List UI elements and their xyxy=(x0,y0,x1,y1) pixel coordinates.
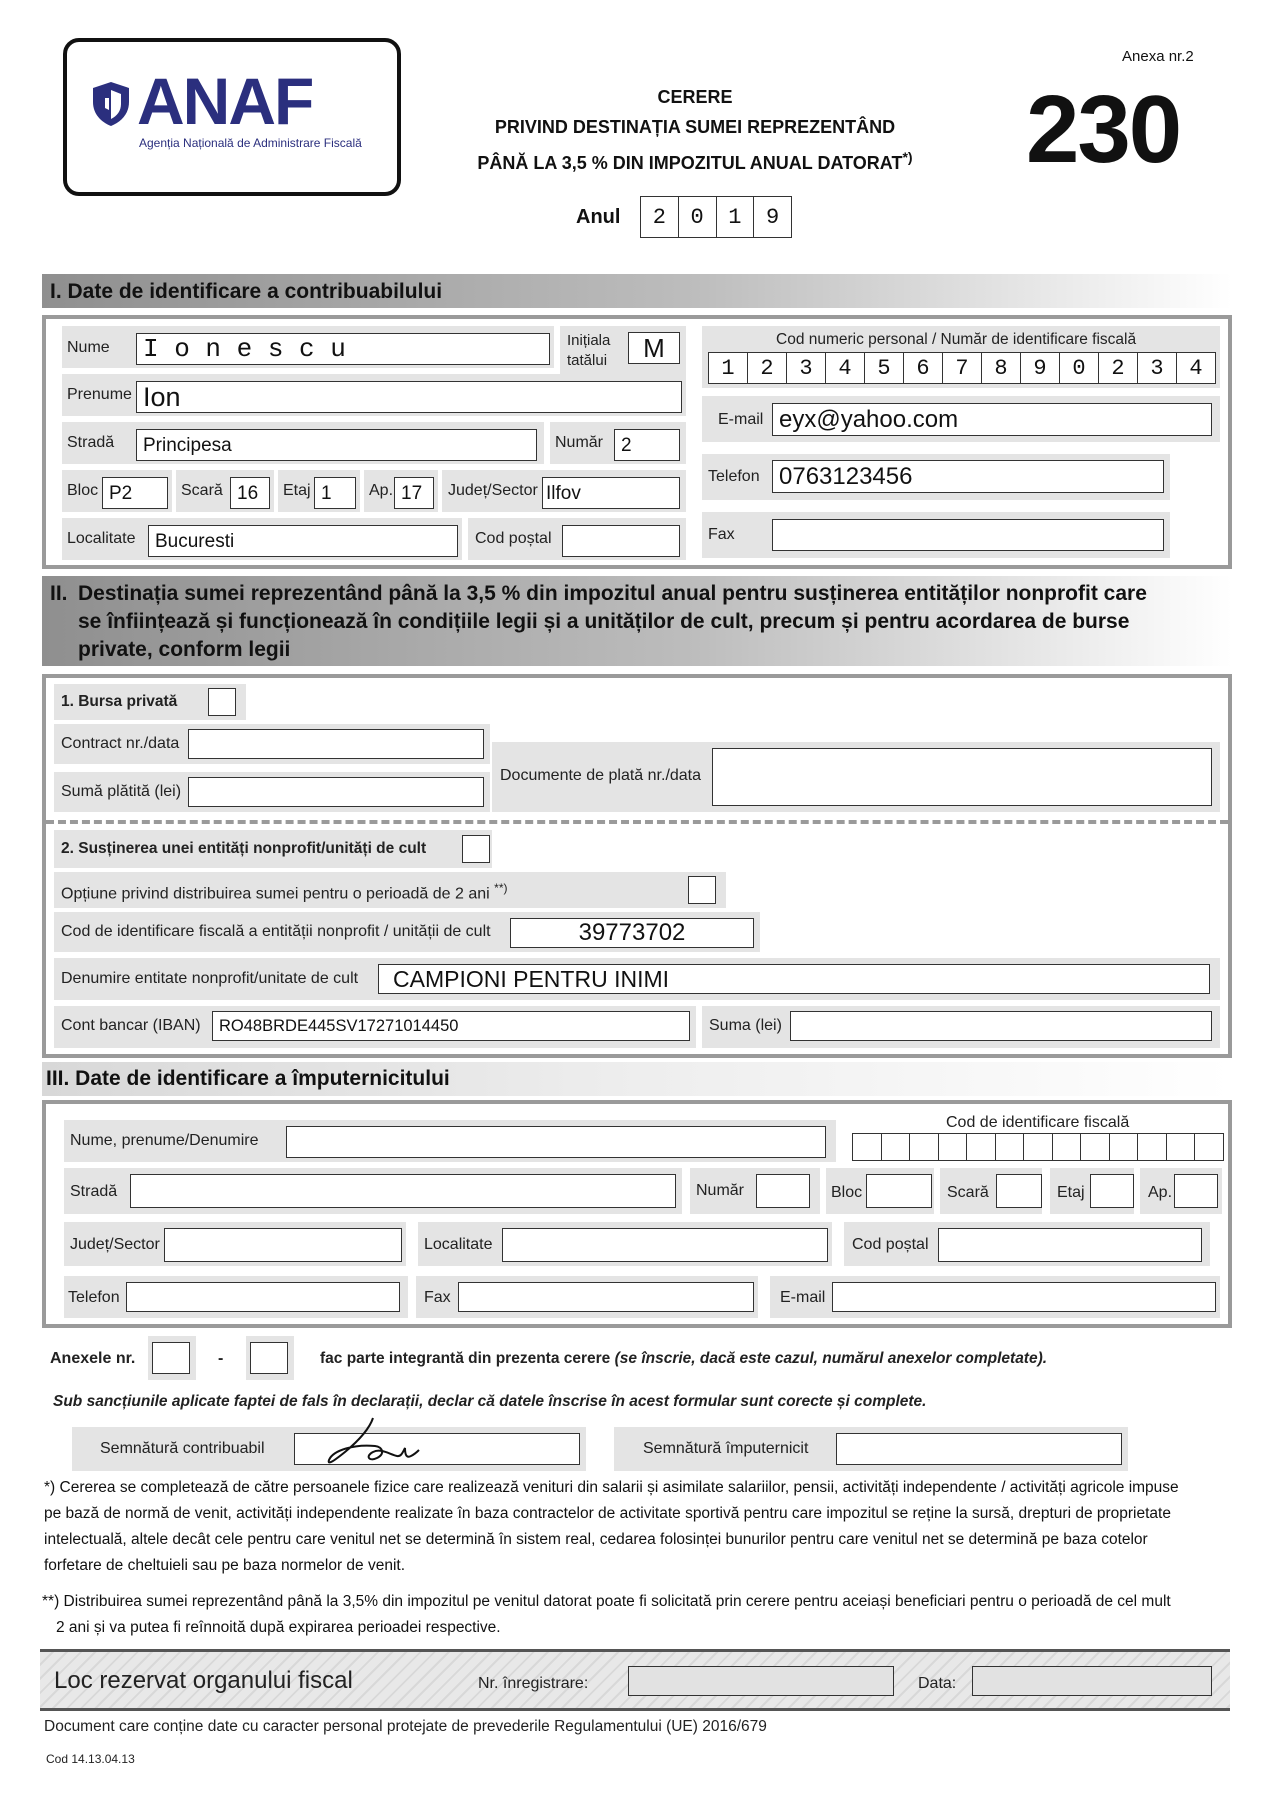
imp-cif-cell xyxy=(967,1134,996,1160)
cnp-digit: 9 xyxy=(1021,353,1060,383)
semn-contribuabil-field[interactable] xyxy=(294,1433,580,1465)
cnp-digit: 2 xyxy=(748,353,787,383)
cod-postal-label: Cod poștal xyxy=(475,530,552,547)
note-1-line-4: forfetare de cheltuieli sau pe baza normelor de venit. xyxy=(44,1557,406,1574)
imp-cod-postal-label: Cod poștal xyxy=(852,1236,929,1253)
imp-cif-cell xyxy=(1138,1134,1167,1160)
iban-label: Cont bancar (IBAN) xyxy=(61,1017,201,1034)
denumire-input[interactable] xyxy=(378,964,1210,994)
iban-input[interactable] xyxy=(212,1011,690,1041)
imp-bloc-label: Bloc xyxy=(831,1184,863,1201)
contract-label: Contract nr./data xyxy=(61,735,180,752)
imp-localitate-label: Localitate xyxy=(424,1236,493,1253)
optiune-mark: **) xyxy=(494,881,508,895)
cnp-digit: 3 xyxy=(787,353,826,383)
title-line-3-wrap xyxy=(430,142,960,178)
suma-platita-label: Sumă plătită (lei) xyxy=(61,783,182,800)
note-1 xyxy=(44,1475,1234,1579)
imp-bloc-input[interactable] xyxy=(866,1174,932,1208)
note-2-line-2: 2 ani și va putea fi reînnoită după expirarea perioadei respective. xyxy=(56,1619,501,1636)
email-input[interactable] xyxy=(772,403,1212,436)
email-value: eyx@yahoo.com xyxy=(779,405,959,433)
prenume-input[interactable] xyxy=(136,381,682,413)
bloc-input[interactable] xyxy=(102,477,168,509)
initiala-label-2: tatălui xyxy=(567,352,608,369)
imp-cif-cell xyxy=(882,1134,911,1160)
cnp-cells[interactable] xyxy=(708,352,1216,384)
note-1-line-2: pe bază de normă de venit, activități independente realizate în baza contractelor de activitate sportivă pentru care impozitul se reține la sursă, drepturi de proprietate xyxy=(44,1505,1171,1522)
section2-title xyxy=(78,580,1147,664)
imp-cif-cell xyxy=(996,1134,1025,1160)
imp-scara-input[interactable] xyxy=(996,1174,1042,1208)
imp-strada-label: Stradă xyxy=(70,1183,118,1200)
imp-telefon-label: Telefon xyxy=(68,1289,120,1306)
anexele-from-input[interactable] xyxy=(152,1342,190,1374)
cnp-digit: 4 xyxy=(1189,355,1203,381)
year-label: Anul xyxy=(576,206,621,228)
telefon-label: Telefon xyxy=(708,468,760,485)
data-field xyxy=(972,1666,1212,1696)
judet-input[interactable] xyxy=(542,477,680,509)
strada-value: Principesa xyxy=(143,434,232,456)
cnp-digit: 5 xyxy=(865,353,904,383)
judet-value: Ilfov xyxy=(546,482,581,504)
year-cells[interactable] xyxy=(640,196,792,238)
scara-input[interactable] xyxy=(230,477,270,509)
imp-nume-input[interactable] xyxy=(286,1126,826,1158)
logo-text: ANAF xyxy=(137,64,313,138)
imp-ap-label: Ap. xyxy=(1148,1184,1173,1201)
ap-label: Ap. xyxy=(369,482,394,499)
denumire-value: CAMPIONI PENTRU INIMI xyxy=(393,965,670,992)
year-digit: 1 xyxy=(717,197,755,237)
initiala-input[interactable] xyxy=(628,332,680,364)
bursa-label: 1. Bursa privată xyxy=(61,693,178,710)
year-digit: 9 xyxy=(766,204,780,230)
imp-cif-cell xyxy=(1081,1134,1110,1160)
note-2 xyxy=(42,1589,1232,1641)
nume-input[interactable] xyxy=(136,333,550,365)
anexa-label: Anexa nr.2 xyxy=(1122,48,1194,65)
imp-numar-label: Număr xyxy=(696,1182,745,1199)
suma-platita-input[interactable] xyxy=(188,777,484,807)
localitate-value: Bucuresti xyxy=(155,530,235,552)
bursa-checkbox[interactable] xyxy=(208,688,236,716)
optiune-label-wrap xyxy=(61,881,508,903)
title-mark: *) xyxy=(902,149,913,165)
imp-fax-label: Fax xyxy=(424,1289,451,1306)
section2-num: II. xyxy=(50,582,68,605)
note-1-line-1: Cererea se completează de către persoanele fizice care realizează venituri din salarii și asimilate salariilor, pensii, activități independente / activități agricole impuse xyxy=(59,1479,1179,1496)
contract-input[interactable] xyxy=(188,729,484,759)
section3-header xyxy=(42,1062,1232,1096)
imp-telefon-input[interactable] xyxy=(126,1282,400,1312)
cif-value: 39773702 xyxy=(578,919,686,946)
imp-cif-cell xyxy=(1110,1134,1139,1160)
anexele-to-input[interactable] xyxy=(250,1342,288,1374)
bloc-label: Bloc xyxy=(67,482,99,499)
prenume-value: Ion xyxy=(143,382,181,412)
localitate-label: Localitate xyxy=(67,530,136,547)
declaration: Sub sancțiunile aplicate faptei de fals în declarații, declar că datele înscrise în acest formular sunt corecte și complete. xyxy=(53,1393,927,1410)
optiune-checkbox[interactable] xyxy=(688,876,716,904)
semn-imputernicit-label: Semnătură împuternicit xyxy=(643,1440,809,1457)
year-digit: 2 xyxy=(641,197,679,237)
imp-fax-input[interactable] xyxy=(458,1282,754,1312)
note-1-line-3: intelectuală, altele decât cele pentru care venitul net se determină în sistem real, cedarea folosinței bunurilor pentru care venitul net se determină pe baza cotelor xyxy=(44,1531,1148,1548)
cnp-digit: 4 xyxy=(826,353,865,383)
form-number: 230 xyxy=(1026,76,1181,183)
documente-input[interactable] xyxy=(712,748,1212,806)
strada-label: Stradă xyxy=(67,434,115,451)
documente-label: Documente de plată nr./data xyxy=(500,767,702,784)
imp-cif-cell xyxy=(939,1134,968,1160)
telefon-value: 0763123456 xyxy=(779,462,913,490)
note-2-line-1: Distribuirea sumei reprezentând până la 3,5% din impozitul pe venitul datorat poate fi solicitată prin cerere pentru aceiași beneficiari pentru o perioadă de cel mult xyxy=(63,1593,1171,1610)
gdpr-note: Document care conține date cu caracter personal protejate de prevederile Regulamentului (UE) 2016/679 xyxy=(44,1718,767,1735)
anexele-label: Anexele nr. xyxy=(50,1350,136,1367)
semn-imputernicit-field[interactable] xyxy=(836,1433,1122,1465)
nr-inregistrare-field xyxy=(628,1666,894,1696)
title-line-1: CERERE xyxy=(657,87,733,107)
logo-box xyxy=(63,38,401,196)
cnp-digit: 7 xyxy=(943,353,982,383)
section2-dashed-divider xyxy=(46,820,1228,824)
imp-email-input[interactable] xyxy=(832,1282,1216,1312)
imp-etaj-input[interactable] xyxy=(1090,1174,1134,1208)
telefon-input[interactable] xyxy=(772,460,1164,493)
cnp-digit: 0 xyxy=(1060,353,1099,383)
scara-label: Scară xyxy=(181,482,223,499)
imp-cif-cell xyxy=(1024,1134,1053,1160)
imp-numar-input[interactable] xyxy=(756,1174,810,1208)
section2-title-2: se înființează și funcționează în condițiile legii și a unităților de cult, precum și pentru acordarea de burse xyxy=(78,610,1130,633)
imp-cif-cell xyxy=(853,1134,882,1160)
title-line-2: PRIVIND DESTINAȚIA SUMEI REPREZENTÂND xyxy=(494,117,896,137)
bloc-value: P2 xyxy=(109,482,133,504)
note-1-line-1-wrap xyxy=(44,1475,1234,1501)
cnp-label: Cod numeric personal / Număr de identificare fiscală xyxy=(776,331,1137,348)
email-label: E-mail xyxy=(718,411,764,428)
imp-etaj-label: Etaj xyxy=(1057,1184,1085,1201)
fax-label: Fax xyxy=(708,526,735,543)
cod-postal-input[interactable] xyxy=(562,525,680,557)
imp-scara-label: Scară xyxy=(947,1184,989,1201)
suma-input[interactable] xyxy=(790,1011,1212,1041)
imp-cif-cell xyxy=(1167,1134,1196,1160)
imp-cif-cell xyxy=(1053,1134,1082,1160)
section1-header xyxy=(42,274,1232,308)
ap-input[interactable] xyxy=(394,477,434,509)
scara-value: 16 xyxy=(237,482,259,504)
imp-nume-label: Nume, prenume/Denumire xyxy=(70,1132,259,1149)
imp-cif-cell xyxy=(910,1134,939,1160)
imp-localitate-input[interactable] xyxy=(502,1228,828,1262)
cnp-digit: 3 xyxy=(1138,353,1177,383)
iban-value: RO48BRDE445SV17271014450 xyxy=(219,1016,459,1035)
form-title xyxy=(430,82,960,178)
imp-ap-input[interactable] xyxy=(1174,1174,1218,1208)
localitate-input[interactable] xyxy=(148,525,458,557)
data-label: Data: xyxy=(918,1675,957,1692)
etaj-label: Etaj xyxy=(283,482,311,499)
sustinere-label: 2. Susținerea unei entități nonprofit/unități de cult xyxy=(61,840,427,857)
ap-value: 17 xyxy=(401,482,423,504)
imp-cod-postal-input[interactable] xyxy=(938,1228,1202,1262)
anexele-text-wrap xyxy=(320,1350,1047,1368)
anexele-text: fac parte integrantă din prezenta cerere xyxy=(320,1350,611,1367)
signature-mark xyxy=(325,1412,445,1472)
sustinere-checkbox[interactable] xyxy=(462,835,490,863)
section2-title-1: Destinația sumei reprezentând până la 3,5 % din impozitul anual pentru susținerea entităților nonprofit care xyxy=(78,582,1147,605)
cnp-digit: 6 xyxy=(904,353,943,383)
optiune-label: Opțiune privind distribuirea sumei pentru o perioadă de 2 ani xyxy=(61,885,490,903)
imp-cif-cells[interactable] xyxy=(852,1133,1224,1161)
section2-header xyxy=(42,576,1232,666)
initiala-label-1: Inițiala xyxy=(567,332,611,349)
initiala-value: M xyxy=(643,333,665,363)
fax-input[interactable] xyxy=(772,519,1164,551)
cnp-digit: 1 xyxy=(709,353,748,383)
title-line-3: PÂNĂ LA 3,5 % DIN IMPOZITUL ANUAL DATORAT xyxy=(477,153,903,173)
numar-input[interactable] xyxy=(614,429,680,461)
section2-title-3: private, conform legii xyxy=(78,638,291,661)
numar-value: 2 xyxy=(621,434,632,456)
imp-judet-label: Județ/Sector xyxy=(70,1236,160,1253)
cnp-digit: 8 xyxy=(982,353,1021,383)
section3-title: III. Date de identificare a împuternicitului xyxy=(46,1067,450,1090)
etaj-value: 1 xyxy=(321,482,332,504)
semn-contribuabil-label: Semnătură contribuabil xyxy=(100,1440,265,1457)
strada-input[interactable] xyxy=(136,429,537,461)
denumire-label: Denumire entitate nonprofit/unitate de cult xyxy=(61,970,359,987)
suma-label: Suma (lei) xyxy=(709,1017,782,1034)
numar-label: Număr xyxy=(555,434,604,451)
anexele-dash: - xyxy=(218,1350,224,1367)
imp-strada-input[interactable] xyxy=(130,1174,676,1208)
shield-icon xyxy=(91,80,131,128)
imp-judet-input[interactable] xyxy=(164,1228,402,1262)
form-code: Cod 14.13.04.13 xyxy=(46,1752,135,1766)
anexele-italic: (se înscrie, dacă este cazul, numărul anexelor completate). xyxy=(614,1350,1048,1367)
note-1-mark: *) xyxy=(44,1479,56,1496)
loc-rezervat-label: Loc rezervat organului fiscal xyxy=(54,1667,353,1694)
cnp-digit: 2 xyxy=(1099,353,1138,383)
nume-label: Nume xyxy=(67,339,110,356)
note-2-mark: **) xyxy=(42,1593,60,1610)
etaj-input[interactable] xyxy=(314,477,356,509)
year-digit: 0 xyxy=(679,197,717,237)
prenume-label: Prenume xyxy=(67,386,132,403)
cif-input[interactable] xyxy=(510,918,754,948)
imp-email-label: E-mail xyxy=(780,1289,826,1306)
nr-inregistrare-label: Nr. înregistrare: xyxy=(478,1675,589,1692)
imp-cif-label: Cod de identificare fiscală xyxy=(946,1114,1130,1131)
imp-cif-cell xyxy=(1195,1134,1223,1160)
note-2-line-1-wrap xyxy=(42,1589,1232,1615)
logo-subtext: Agenția Națională de Administrare Fiscală xyxy=(139,136,362,150)
nume-value: I o n e s c u xyxy=(143,334,346,364)
cif-label: Cod de identificare fiscală a entității nonprofit / unității de cult xyxy=(61,923,491,940)
judet-label: Județ/Sector xyxy=(448,482,538,499)
section1-title: I. Date de identificare a contribuabilului xyxy=(50,280,443,303)
